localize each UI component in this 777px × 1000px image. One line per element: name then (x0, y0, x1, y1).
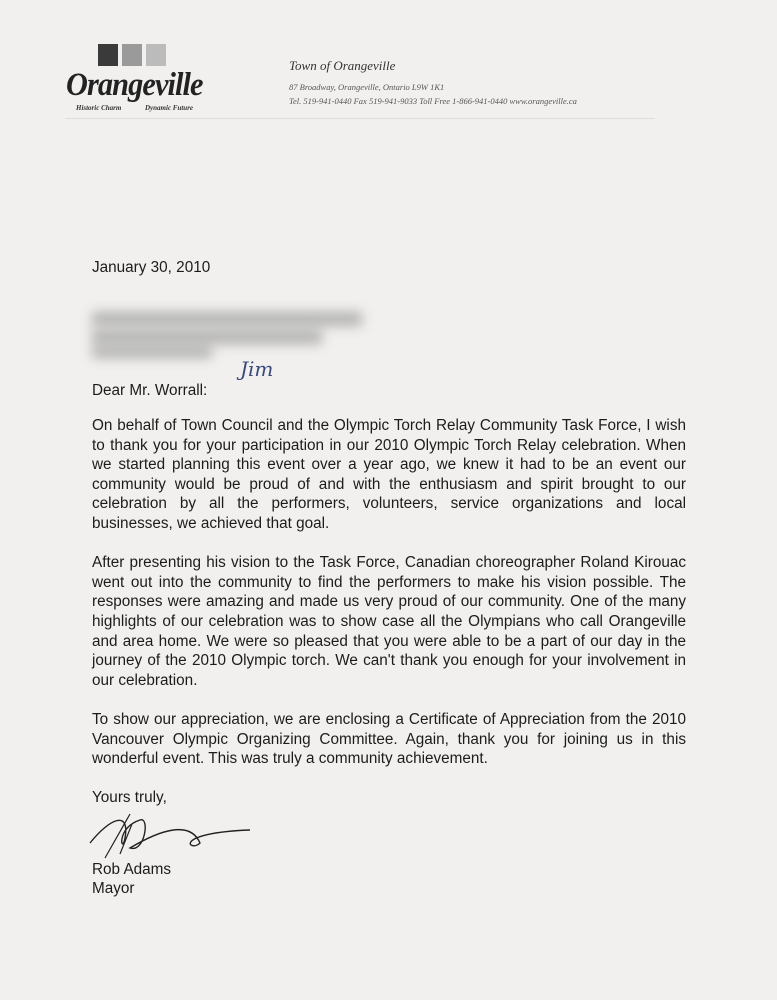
salutation: Dear Mr. Worrall: (92, 382, 208, 399)
redacted-address (92, 330, 322, 344)
org-address: 87 Broadway, Orangeville, Ontario L9W 1K1 (289, 82, 445, 92)
paragraph-3: To show our appreciation, we are enclosing a Certificate of Appreciation from the 2010 Vancouver Olympic Organizing Committee. Again, thank you for joining us in this wonderful event. This was truly a community achievement. (92, 710, 686, 768)
signer-title: Mayor (92, 880, 135, 898)
org-contact: Tel. 519-941-0440 Fax 519-941-9033 Toll Free 1-866-941-0440 www.orangeville.ca (289, 96, 577, 106)
redacted-address (92, 312, 362, 326)
logo-tagline-right: Dynamic Future (145, 104, 194, 112)
paragraph-1: On behalf of Town Council and the Olympic Torch Relay Community Task Force, I wish to thank you for your participation in our 2010 Olympic Torch Relay celebration. When we started planning this event over a year ago, we knew it had to be an event our community would be proud of and with the enthusiasm and spirit brought to our celebration by all the performers, volunteers, service organizations and local businesses, we achieved that goal. (92, 417, 686, 532)
signer-name: Rob Adams (92, 860, 172, 878)
logo-tagline-left: Historic Charm (76, 104, 122, 112)
header-divider (65, 118, 655, 119)
letter-body (92, 416, 686, 899)
closing: Yours truly, (92, 789, 167, 807)
paragraph-2: After presenting his vision to the Task Force, Canadian choreographer Roland Kirouac went out into the community to find the performers to make his vision possible. The responses were amazing and made us very proud of our community. One of the many highlights of our celebration was to show case all the Olympians who call Orangeville and area home. We were so pleased that you were able to be a part of our day in the journey of the 2010 Olympic torch. We can't thank you enough for your involvement in our celebration. (92, 554, 686, 689)
logo-wordmark: Orangeville (66, 67, 203, 103)
logo-image-left (98, 44, 118, 66)
letter-date: January 30, 2010 (92, 259, 211, 276)
handwritten-name: Jim (240, 357, 274, 381)
signature (70, 808, 260, 860)
logo-image-right (146, 44, 166, 66)
redacted-address (92, 346, 212, 358)
logo-image-center (122, 44, 142, 66)
org-name: Town of Orangeville (289, 58, 396, 73)
